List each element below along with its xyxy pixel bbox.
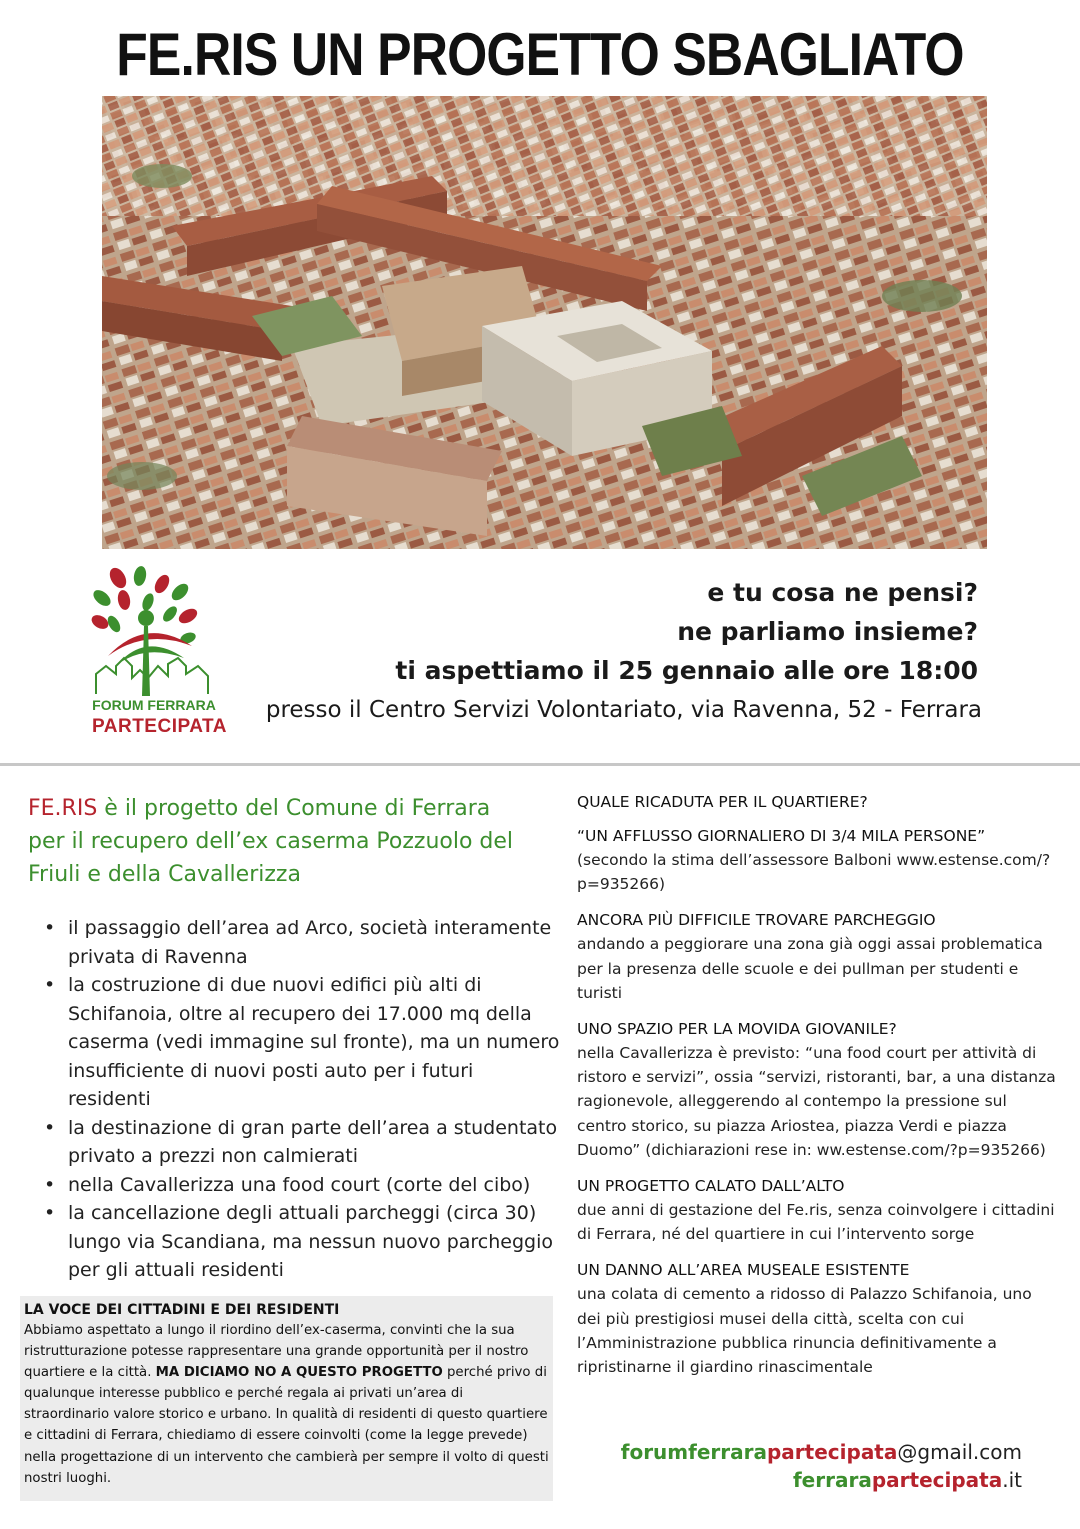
- right-heading: QUALE RICADUTA PER IL QUARTIERE?: [577, 793, 868, 811]
- list-item: • la costruzione di due nuovi edifici più alti di Schifanoia, oltre al recupero dei 17.000 mq della caserma (vedi immagine sul fronte), ma un numero insufficiente di nuovi posti auto per i futuri residenti: [42, 971, 562, 1114]
- email-part-3: @gmail.com: [897, 1440, 1022, 1464]
- tree-logo-icon: [88, 566, 227, 741]
- list-item: • la destinazione di gran parte dell’area a studentato privato a prezzi non calmierati: [42, 1114, 562, 1171]
- event-question-2: ne parliamo insieme?: [677, 617, 978, 646]
- voice-body-bold: MA DICIAMO NO A QUESTO PROGETTO: [155, 1365, 443, 1381]
- site-part-3: .it: [1002, 1468, 1022, 1492]
- aerial-render-image: [102, 96, 987, 549]
- impact-body: due anni di gestazione del Fe.ris, senza coinvolgere i cittadini di Ferrara, né del quartiere in cui l’intervento sorge: [577, 1201, 1055, 1244]
- impact-section: [577, 1174, 1057, 1246]
- impact-title: UN PROGETTO CALATO DALL’ALTO: [577, 1177, 845, 1196]
- impact-section: [577, 908, 1057, 1005]
- list-item: • la cancellazione degli attuali parcheggi (circa 30) lungo via Scandiana, ma nessun nuovo parcheggio per gli attuali residenti: [42, 1199, 562, 1285]
- impact-title: UNO SPAZIO PER LA MOVIDA GIOVANILE?: [577, 1020, 897, 1039]
- list-item: • nella Cavallerizza una food court (corte del cibo): [42, 1171, 562, 1200]
- bullet-list: [42, 914, 562, 1285]
- page-title: FE.RIS UN PROGETTO SBAGLIATO: [116, 21, 964, 88]
- impact-section: [577, 1258, 1057, 1379]
- list-item: • il passaggio dell’area ad Arco, società interamente privata di Ravenna: [42, 914, 562, 971]
- site-part-1: ferrara: [792, 1468, 872, 1492]
- impact-title: UN DANNO ALL’AREA MUSEALE ESISTENTE: [577, 1261, 910, 1280]
- impact-title: ANCORA PIÙ DIFFICILE TROVARE PARCHEGGIO: [577, 911, 936, 930]
- event-question-1: e tu cosa ne pensi?: [707, 578, 978, 607]
- impact-body: (secondo la stima dell’assessore Balboni www.estense.com/?p=935266): [577, 851, 1051, 894]
- impact-body: andando a peggiorare una zona già oggi assai problematica per la presenza delle scuole e dei pullman per studenti e turisti: [577, 935, 1043, 1002]
- event-location: presso il Centro Servizi Volontariato, via Ravenna, 52 - Ferrara: [265, 697, 982, 723]
- event-invite: ti aspettiamo il 25 gennaio alle ore 18:00: [395, 656, 978, 685]
- impact-section: [577, 1017, 1057, 1162]
- voice-body-part1: Abbiamo aspettato a lungo il riordino dell’ex-caserma, convinti che la sua ristrutturazione potesse rappresentare una grande opportunità per il nostro quartiere e la città.: [24, 1323, 529, 1381]
- voice-body-part2: perché privo di qualunque interesse pubblico e perché regala ai privati un’area di straordinario valore storico e urbano. In qualità di residenti di questo quartiere e cittadini di Ferrara, chiediamo di essere coinvolti (come la legge prevede) nella progettazione di un intervento che cambierà per sempre il volto di questi nostri luoghi.: [24, 1365, 549, 1486]
- right-column: [577, 790, 1057, 1391]
- aerial-render-graphic: [102, 96, 987, 549]
- citizens-voice-box: [20, 1296, 553, 1501]
- impact-body: una colata di cemento a ridosso di Palazzo Schifanoia, uno dei più prestigiosi musei della città, scelta con cui l’Amministrazione pubblica rinuncia definitivamente a ripristinarne il giardino rinascimentale: [577, 1285, 1032, 1377]
- contact-website[interactable]: [793, 1468, 1022, 1492]
- voice-title: LA VOCE DEI CITTADINI E DEI RESIDENTI: [24, 1302, 340, 1318]
- heading-highlight: FE.RIS: [28, 796, 98, 821]
- impact-title: “UN AFFLUSSO GIORNALIERO DI 3/4 MILA PERSONE”: [577, 827, 986, 845]
- contact-email[interactable]: [621, 1440, 1022, 1464]
- logo-text-forum: FORUM FERRARA: [92, 697, 216, 713]
- left-heading: [28, 792, 528, 891]
- section-divider: [0, 763, 1080, 766]
- voice-body: [24, 1320, 549, 1489]
- site-part-2: partecipata: [871, 1468, 1003, 1492]
- impact-section: [577, 824, 1057, 896]
- logo-text-partecipata: PARTECIPATA: [92, 716, 227, 737]
- email-part-2: partecipata: [766, 1440, 898, 1464]
- heading-rest: è il progetto del Comune di Ferrara per il recupero dell’ex caserma Pozzuolo del Friuli e della Cavallerizza: [28, 796, 514, 887]
- impact-body: nella Cavallerizza è previsto: “una food court per attività di ristoro e servizi”, ossia “servizi, ristoranti, bar, a una distanza ragionevole, alleggerendo al contempo la pressione sul centro storico, su piazza Ariostea, piazza Verdi e piazza Duomo” (dichiarazioni rese in: ww.estense.com/?p=935266): [577, 1044, 1056, 1159]
- email-part-1: forumferrara: [620, 1440, 767, 1464]
